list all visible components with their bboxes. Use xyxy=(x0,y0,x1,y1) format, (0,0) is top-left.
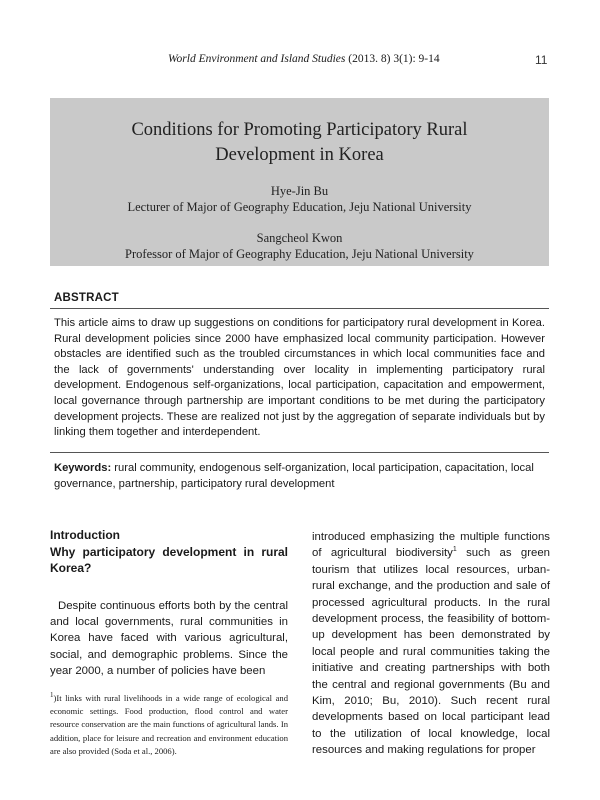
journal-issue: (2013. 8) 3(1): 9-14 xyxy=(345,53,440,65)
title-line-2: Development in Korea xyxy=(215,145,384,165)
author-1 xyxy=(50,183,549,215)
footnote-marker: 1 xyxy=(50,690,54,699)
author-1-name: Hye-Jin Bu xyxy=(270,184,329,198)
author-2-affiliation: Professor of Major of Geography Education, Jeju National University xyxy=(125,247,474,261)
introduction-paragraph-left: Despite continuous efforts both by the central and local governments, rural communities in Korea have faced with various agricultural, social, and demographic problems. Since the year 2000, a number of policies have been xyxy=(50,599,288,678)
footnote-text: )It links with rural livelihoods in a wide range of ecological and economic settings. Food production, flood control and water resource conservation are the main functions of agricultural lands. In addition, place for leisure and recreation and environment education are also provided (Soda et al., 2006). xyxy=(50,692,288,757)
paper-title xyxy=(50,118,549,168)
title-line-1: Conditions for Promoting Participatory Rural xyxy=(131,120,468,140)
author-2-name: Sangcheol Kwon xyxy=(256,231,343,245)
introduction-subheading: Why participatory development in rural Korea? xyxy=(50,544,288,575)
page-number: 11 xyxy=(535,53,548,67)
abstract-top-rule xyxy=(50,308,549,309)
journal-name: World Environment and Island Studies xyxy=(168,53,346,65)
footnote-reference: 1 xyxy=(452,546,457,554)
introduction-paragraph-right xyxy=(312,529,550,759)
introduction-heading: Introduction xyxy=(50,528,120,542)
right-paragraph-start: introduced emphasizing the multiple functions of agricultural biodiversity xyxy=(312,531,550,560)
abstract-bottom-rule xyxy=(50,452,549,453)
title-block xyxy=(50,98,549,266)
keywords-label: Keywords: xyxy=(54,462,112,474)
author-2 xyxy=(50,230,549,262)
left-column xyxy=(50,528,288,759)
journal-citation xyxy=(168,53,440,65)
abstract-text: This article aims to draw up suggestions on conditions for participatory rural development in Korea. Rural development policies since 2000 have emphasized local community participation. However obstacles are identified such as the troubled circumstances in which local communities face and the lack of governments' understanding over locality in implementing participatory rural development. Endogenous self-organizations, local participation, capacitation and empowerment, local governance through partnership are important conditions to be met during the participatory development projects. These are realized not just by the aggregation of separate individuals but by linking them together and interdependent. xyxy=(54,317,545,439)
keywords xyxy=(54,461,545,492)
right-paragraph-rest: such as green tourism that utilizes local resources, urban-rural exchange, and the production and sale of processed agricultural products. In the rural development process, the feasibility of bottom-up development has been demonstrated by local people and rural communities taking the initiative and creating partnerships with both the central and regional governments (Bu and Kim, 2010; Bu, 2010). Such recent rural developments based on local participant lead to the utilization of local knowledge, local resources and making regulations for proper xyxy=(312,547,550,757)
abstract-heading: ABSTRACT xyxy=(54,292,119,304)
keywords-text: rural community, endogenous self-organization, local participation, capacitation, local governance, partnership, participatory rural development xyxy=(54,462,534,490)
author-1-affiliation: Lecturer of Major of Geography Education, Jeju National University xyxy=(127,200,472,214)
footnote xyxy=(50,692,288,759)
right-column xyxy=(312,529,550,759)
